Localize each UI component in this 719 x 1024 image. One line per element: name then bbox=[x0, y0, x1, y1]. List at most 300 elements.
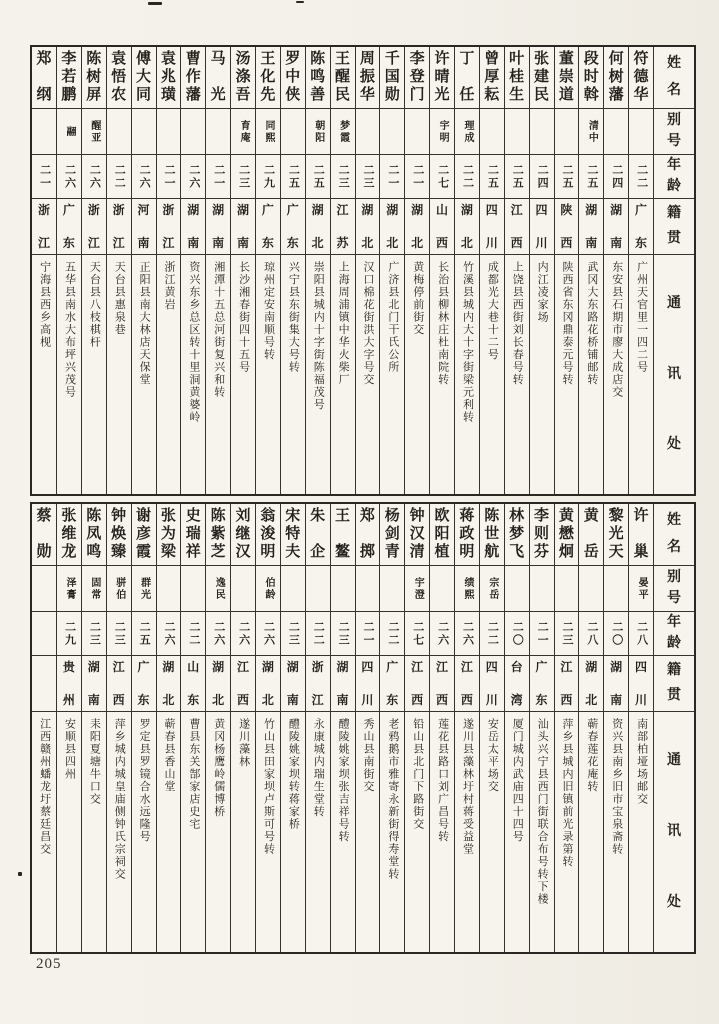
person-alias-cell bbox=[32, 109, 56, 155]
person-age-cell bbox=[132, 155, 156, 199]
person-origin-cell bbox=[430, 656, 454, 712]
person-name-cell bbox=[455, 504, 479, 566]
person-alias-cell bbox=[380, 566, 404, 612]
person-age: 二二 bbox=[386, 620, 399, 647]
person-origin-cell bbox=[331, 656, 355, 712]
person-origin: 湖 南 bbox=[610, 660, 623, 707]
person-age: 二六 bbox=[212, 620, 225, 647]
person-address-cell bbox=[430, 712, 454, 952]
header-name-label: 姓 名 bbox=[667, 513, 681, 555]
table-header-column bbox=[654, 47, 694, 494]
person-address-cell bbox=[405, 255, 429, 494]
person-address-cell bbox=[306, 255, 330, 494]
person-column bbox=[505, 47, 530, 494]
person-origin-cell bbox=[157, 656, 181, 712]
person-origin: 广 东 bbox=[286, 203, 299, 250]
person-address-cell bbox=[356, 255, 380, 494]
person-address-cell bbox=[505, 255, 529, 494]
person-name: 史 瑞 祥 bbox=[185, 508, 201, 560]
person-name: 符 德 华 bbox=[633, 51, 649, 103]
person-alias-cell bbox=[555, 109, 579, 155]
person-alias-cell bbox=[256, 109, 280, 155]
person-alias-cell bbox=[132, 566, 156, 612]
person-origin-cell bbox=[57, 656, 81, 712]
person-origin-cell bbox=[579, 656, 603, 712]
person-name: 蒋 政 明 bbox=[459, 508, 475, 560]
person-origin: 江 西 bbox=[112, 660, 125, 707]
person-column bbox=[480, 504, 505, 952]
person-address-cell bbox=[629, 712, 653, 952]
person-address-cell bbox=[32, 712, 56, 952]
person-age-cell bbox=[107, 612, 131, 656]
person-address: 南部柏垭场邮交 bbox=[635, 718, 648, 806]
person-origin: 广 东 bbox=[535, 660, 548, 707]
person-origin: 四 川 bbox=[485, 660, 498, 707]
person-address-cell bbox=[480, 255, 504, 494]
person-origin-cell bbox=[132, 199, 156, 255]
person-alias: 育庵 bbox=[238, 119, 250, 144]
person-address-cell bbox=[157, 255, 181, 494]
person-name-cell bbox=[530, 47, 554, 109]
person-age: 二〇 bbox=[511, 620, 524, 647]
person-name-cell bbox=[579, 504, 603, 566]
person-origin: 湖 北 bbox=[386, 203, 399, 250]
person-address-cell bbox=[82, 255, 106, 494]
person-age-cell bbox=[430, 155, 454, 199]
person-column bbox=[281, 47, 306, 494]
person-address-cell bbox=[82, 712, 106, 952]
person-alias-cell bbox=[505, 109, 529, 155]
person-alias-cell bbox=[157, 566, 181, 612]
person-age: 二三 bbox=[361, 163, 374, 190]
person-name-cell bbox=[331, 504, 355, 566]
person-name: 叶 桂 生 bbox=[509, 51, 525, 103]
person-column bbox=[455, 47, 480, 494]
person-origin: 浙 江 bbox=[38, 203, 51, 250]
person-address: 萍乡县城内旧镇前光录第转 bbox=[560, 718, 573, 868]
person-alias-cell bbox=[306, 109, 330, 155]
person-age-cell bbox=[206, 155, 230, 199]
person-address-cell bbox=[306, 712, 330, 952]
person-origin: 浙 江 bbox=[87, 203, 100, 250]
person-column bbox=[555, 47, 580, 494]
person-origin-cell bbox=[107, 656, 131, 712]
person-origin: 江 西 bbox=[510, 203, 523, 250]
person-age-cell bbox=[455, 155, 479, 199]
header-age-label: 年 龄 bbox=[667, 615, 681, 651]
person-address: 曹县东关郜家店史宅 bbox=[187, 718, 200, 831]
person-name: 蔡 勋 bbox=[36, 508, 52, 560]
person-name: 钟 焕 臻 bbox=[111, 508, 127, 560]
person-name: 罗 中 侠 bbox=[285, 51, 301, 103]
person-origin: 山 东 bbox=[187, 660, 200, 707]
person-name: 董 崇 道 bbox=[558, 51, 574, 103]
person-column bbox=[604, 47, 629, 494]
person-age: 二一 bbox=[162, 163, 175, 190]
person-age-cell bbox=[405, 155, 429, 199]
person-alias-cell bbox=[356, 566, 380, 612]
person-name: 郑 纲 bbox=[36, 51, 52, 103]
person-origin-cell bbox=[505, 656, 529, 712]
person-origin-cell bbox=[281, 199, 305, 255]
person-name-cell bbox=[579, 47, 603, 109]
person-column bbox=[405, 47, 430, 494]
person-age: 二五 bbox=[287, 163, 300, 190]
person-origin: 陕 西 bbox=[560, 203, 573, 250]
person-age: 二三 bbox=[287, 620, 300, 647]
person-age-cell bbox=[82, 155, 106, 199]
person-alias-cell bbox=[530, 109, 554, 155]
person-age-cell bbox=[356, 155, 380, 199]
person-age: 二三 bbox=[88, 620, 101, 647]
person-origin: 江 西 bbox=[560, 660, 573, 707]
person-address: 崇阳县城内十字街陈福茂号 bbox=[312, 261, 325, 411]
person-name-cell bbox=[356, 504, 380, 566]
person-name-cell bbox=[629, 504, 653, 566]
header-cell-name bbox=[654, 47, 694, 109]
person-alias-cell bbox=[604, 566, 628, 612]
person-column bbox=[356, 47, 381, 494]
person-alias-cell bbox=[82, 566, 106, 612]
person-alias-cell bbox=[356, 109, 380, 155]
person-alias-cell bbox=[405, 566, 429, 612]
person-name: 陈 凤 鸣 bbox=[86, 508, 102, 560]
person-age: 二二 bbox=[187, 620, 200, 647]
person-alias: 逸民 bbox=[213, 576, 225, 601]
person-address-cell bbox=[380, 255, 404, 494]
person-name: 段 时 斡 bbox=[583, 51, 599, 103]
person-origin-cell bbox=[107, 199, 131, 255]
person-address-cell bbox=[281, 255, 305, 494]
person-name-cell bbox=[480, 504, 504, 566]
person-name-cell bbox=[380, 504, 404, 566]
person-address: 资兴县南乡旧市宝泉斋转 bbox=[610, 718, 623, 856]
person-age: 二〇 bbox=[610, 620, 623, 647]
person-origin-cell bbox=[579, 199, 603, 255]
person-address: 天台县八枝棋杆 bbox=[88, 261, 101, 349]
person-alias-cell bbox=[256, 566, 280, 612]
person-column bbox=[107, 47, 132, 494]
person-age-cell bbox=[505, 155, 529, 199]
person-age: 二五 bbox=[511, 163, 524, 190]
person-column bbox=[157, 504, 182, 952]
person-age-cell bbox=[555, 612, 579, 656]
header-cell-age bbox=[654, 155, 694, 199]
person-column bbox=[181, 47, 206, 494]
person-name-cell bbox=[555, 47, 579, 109]
person-alias-cell bbox=[206, 109, 230, 155]
person-age-cell bbox=[132, 612, 156, 656]
person-column bbox=[231, 47, 256, 494]
person-alias-cell bbox=[281, 566, 305, 612]
person-origin-cell bbox=[231, 656, 255, 712]
person-name: 黄 岳 bbox=[583, 508, 599, 560]
person-column bbox=[629, 47, 654, 494]
person-address-cell bbox=[57, 255, 81, 494]
person-origin: 湖 北 bbox=[460, 203, 473, 250]
person-alias-cell bbox=[405, 109, 429, 155]
person-name: 杨 剑 青 bbox=[384, 508, 400, 560]
person-name: 王 化 先 bbox=[260, 51, 276, 103]
person-address-cell bbox=[405, 712, 429, 952]
person-age-cell bbox=[181, 612, 205, 656]
person-name-cell bbox=[480, 47, 504, 109]
person-age: 二五 bbox=[486, 163, 499, 190]
person-age: 二四 bbox=[536, 163, 549, 190]
person-origin: 湖 南 bbox=[610, 203, 623, 250]
person-name: 宋 特 夫 bbox=[285, 508, 301, 560]
person-name: 李 则 芬 bbox=[534, 508, 550, 560]
person-name-cell bbox=[231, 47, 255, 109]
person-origin: 湖 南 bbox=[212, 203, 225, 250]
header-alias-label: 别 号 bbox=[667, 113, 681, 149]
person-origin-cell bbox=[331, 199, 355, 255]
person-age-cell bbox=[331, 612, 355, 656]
person-origin: 广 东 bbox=[261, 203, 274, 250]
person-origin-cell bbox=[82, 656, 106, 712]
person-origin-cell bbox=[455, 199, 479, 255]
person-address: 汕头兴宁县西门街联合布号转下楼 bbox=[536, 718, 549, 906]
person-alias-cell bbox=[107, 566, 131, 612]
person-age: 二六 bbox=[187, 163, 200, 190]
person-age-cell bbox=[32, 155, 56, 199]
person-alias-cell bbox=[231, 109, 255, 155]
person-alias: 绩熙 bbox=[461, 576, 473, 601]
person-name: 傅 大 同 bbox=[136, 51, 152, 103]
person-address: 蕲春县香山堂 bbox=[162, 718, 175, 793]
person-age-cell bbox=[579, 612, 603, 656]
person-age-cell bbox=[530, 155, 554, 199]
person-age: 二一 bbox=[411, 163, 424, 190]
person-name: 陈 树 屏 bbox=[86, 51, 102, 103]
person-name: 谢 彦 霞 bbox=[136, 508, 152, 560]
person-column bbox=[57, 47, 82, 494]
person-address-cell bbox=[256, 712, 280, 952]
person-origin-cell bbox=[256, 199, 280, 255]
person-origin-cell bbox=[480, 656, 504, 712]
person-origin-cell bbox=[206, 199, 230, 255]
person-column bbox=[306, 504, 331, 952]
header-cell-name bbox=[654, 504, 694, 566]
person-address: 宁海县西乡高枧 bbox=[38, 261, 51, 349]
person-origin: 广 东 bbox=[62, 203, 75, 250]
person-alias-cell bbox=[82, 109, 106, 155]
person-alias: 宇明 bbox=[437, 119, 449, 144]
person-origin: 湖 南 bbox=[87, 660, 100, 707]
person-name: 黄 懋 炯 bbox=[558, 508, 574, 560]
person-age-cell bbox=[480, 155, 504, 199]
person-alias: 群光 bbox=[138, 576, 150, 601]
person-origin: 湖 南 bbox=[286, 660, 299, 707]
person-alias-cell bbox=[331, 566, 355, 612]
person-age-cell bbox=[32, 612, 56, 656]
person-name-cell bbox=[604, 504, 628, 566]
person-alias-cell bbox=[206, 566, 230, 612]
person-origin-cell bbox=[480, 199, 504, 255]
person-age: 二七 bbox=[411, 620, 424, 647]
person-address: 黄梅停前街交 bbox=[411, 261, 424, 336]
person-name: 翁 浚 明 bbox=[260, 508, 276, 560]
person-name-cell bbox=[629, 47, 653, 109]
person-age: 二一 bbox=[536, 620, 549, 647]
person-age: 二九 bbox=[63, 620, 76, 647]
person-age: 二六 bbox=[88, 163, 101, 190]
person-address: 长沙湘春街四十五号 bbox=[237, 261, 250, 374]
person-alias: 宇澄 bbox=[412, 576, 424, 601]
person-alias-cell bbox=[579, 109, 603, 155]
header-cell-alias bbox=[654, 566, 694, 612]
person-address: 厦门城内武庙四十四号 bbox=[511, 718, 524, 843]
person-age-cell bbox=[281, 612, 305, 656]
person-column bbox=[82, 504, 107, 952]
person-name-cell bbox=[405, 47, 429, 109]
person-alias: 翮 bbox=[63, 125, 75, 138]
person-age-cell bbox=[455, 612, 479, 656]
person-alias-cell bbox=[306, 566, 330, 612]
person-address: 罗定县罗镜合水远隆号 bbox=[138, 718, 151, 843]
person-column bbox=[579, 47, 604, 494]
person-name-cell bbox=[181, 504, 205, 566]
person-age-cell bbox=[206, 612, 230, 656]
person-name: 刘 继 汉 bbox=[235, 508, 251, 560]
person-age: 二九 bbox=[262, 163, 275, 190]
person-origin-cell bbox=[281, 656, 305, 712]
person-age: 二一 bbox=[361, 620, 374, 647]
person-column bbox=[231, 504, 256, 952]
person-name: 张 建 民 bbox=[534, 51, 550, 103]
person-origin-cell bbox=[380, 656, 404, 712]
scan-artifact bbox=[18, 872, 22, 876]
person-address: 资兴东乡总区转十里洞黄婆岭 bbox=[187, 261, 200, 424]
person-address: 铅山县北门下路街交 bbox=[411, 718, 424, 831]
person-name: 张 维 龙 bbox=[61, 508, 77, 560]
person-age: 二二 bbox=[461, 163, 474, 190]
person-name-cell bbox=[380, 47, 404, 109]
person-name-cell bbox=[530, 504, 554, 566]
person-age: 二六 bbox=[237, 620, 250, 647]
person-age: 二五 bbox=[585, 163, 598, 190]
person-address-cell bbox=[256, 255, 280, 494]
header-address-label: 通 讯 处 bbox=[667, 296, 681, 452]
person-origin: 广 东 bbox=[635, 203, 648, 250]
person-address-cell bbox=[281, 712, 305, 952]
person-column bbox=[82, 47, 107, 494]
table-header-column bbox=[654, 504, 694, 952]
person-column bbox=[132, 504, 157, 952]
person-alias: 泽膏 bbox=[63, 576, 75, 601]
person-address-cell bbox=[430, 255, 454, 494]
person-address: 广州天官里一四二号 bbox=[635, 261, 648, 374]
person-address-cell bbox=[157, 712, 181, 952]
person-age: 二七 bbox=[436, 163, 449, 190]
person-name: 郑 掷 bbox=[359, 508, 375, 560]
person-address: 天台县惠泉巷 bbox=[113, 261, 126, 336]
person-column bbox=[32, 47, 57, 494]
person-name-cell bbox=[331, 47, 355, 109]
person-age-cell bbox=[107, 155, 131, 199]
person-alias: 骈伯 bbox=[113, 576, 125, 601]
person-address-cell bbox=[231, 255, 255, 494]
header-cell-alias bbox=[654, 109, 694, 155]
person-alias: 同熙 bbox=[262, 119, 274, 144]
person-address-cell bbox=[629, 255, 653, 494]
person-origin: 四 川 bbox=[535, 203, 548, 250]
person-name: 何 树 藩 bbox=[608, 51, 624, 103]
person-age: 二三 bbox=[337, 620, 350, 647]
person-age-cell bbox=[555, 155, 579, 199]
person-address: 汉口棉花街洪大字号交 bbox=[361, 261, 374, 386]
header-age-label: 年 龄 bbox=[667, 158, 681, 194]
person-name-cell bbox=[132, 504, 156, 566]
directory-table-top bbox=[30, 45, 696, 496]
person-age-cell bbox=[306, 612, 330, 656]
person-alias: 伯龄 bbox=[262, 576, 274, 601]
person-address: 安顺县四州 bbox=[63, 718, 76, 781]
header-cell-address bbox=[654, 255, 694, 494]
person-address-cell bbox=[455, 712, 479, 952]
person-name: 李 若 鹏 bbox=[61, 51, 77, 103]
person-age: 二六 bbox=[162, 620, 175, 647]
person-address: 琼州定安南顺号转 bbox=[262, 261, 275, 361]
header-cell-age bbox=[654, 612, 694, 656]
person-name: 王 鳌 bbox=[335, 508, 351, 560]
person-address-cell bbox=[455, 255, 479, 494]
person-age-cell bbox=[405, 612, 429, 656]
person-name-cell bbox=[505, 47, 529, 109]
person-origin-cell bbox=[530, 656, 554, 712]
person-origin: 湖 北 bbox=[162, 660, 175, 707]
person-age: 二一 bbox=[212, 163, 225, 190]
person-age: 二五 bbox=[560, 163, 573, 190]
person-address-cell bbox=[331, 255, 355, 494]
person-address: 上海周浦镇中华火柴厂 bbox=[337, 261, 350, 386]
person-alias-cell bbox=[157, 109, 181, 155]
person-origin-cell bbox=[82, 199, 106, 255]
person-alias-cell bbox=[555, 566, 579, 612]
person-age-cell bbox=[57, 612, 81, 656]
person-age-cell bbox=[530, 612, 554, 656]
person-address: 遂川藻林 bbox=[237, 718, 250, 768]
person-name-cell bbox=[430, 47, 454, 109]
person-column bbox=[430, 47, 455, 494]
person-alias-cell bbox=[629, 109, 653, 155]
person-alias: 固常 bbox=[88, 576, 100, 601]
header-origin-label: 籍 贯 bbox=[667, 206, 681, 246]
person-origin-cell bbox=[181, 656, 205, 712]
person-column bbox=[306, 47, 331, 494]
person-name-cell bbox=[306, 504, 330, 566]
person-address-cell bbox=[555, 712, 579, 952]
person-name-cell bbox=[32, 47, 56, 109]
person-name-cell bbox=[281, 47, 305, 109]
person-alias: 醒亚 bbox=[88, 119, 100, 144]
person-name-cell bbox=[57, 47, 81, 109]
person-address: 正阳县南大林店天保堂 bbox=[138, 261, 151, 386]
person-address: 武冈大东路花桥铺邮转 bbox=[585, 261, 598, 386]
person-address: 兴宁县东街集大号转 bbox=[287, 261, 300, 374]
person-origin: 广 东 bbox=[137, 660, 150, 707]
person-age: 二三 bbox=[113, 620, 126, 647]
person-age-cell bbox=[256, 155, 280, 199]
person-alias-cell bbox=[107, 109, 131, 155]
person-origin: 湖 北 bbox=[212, 660, 225, 707]
person-age: 二六 bbox=[63, 163, 76, 190]
person-age: 二六 bbox=[436, 620, 449, 647]
person-alias-cell bbox=[331, 109, 355, 155]
person-address: 黄冈杨鹰岭儒博桥 bbox=[212, 718, 225, 818]
person-age: 二一 bbox=[386, 163, 399, 190]
person-address: 江西赣州蟠龙圩蔡廷昌交 bbox=[38, 718, 51, 856]
